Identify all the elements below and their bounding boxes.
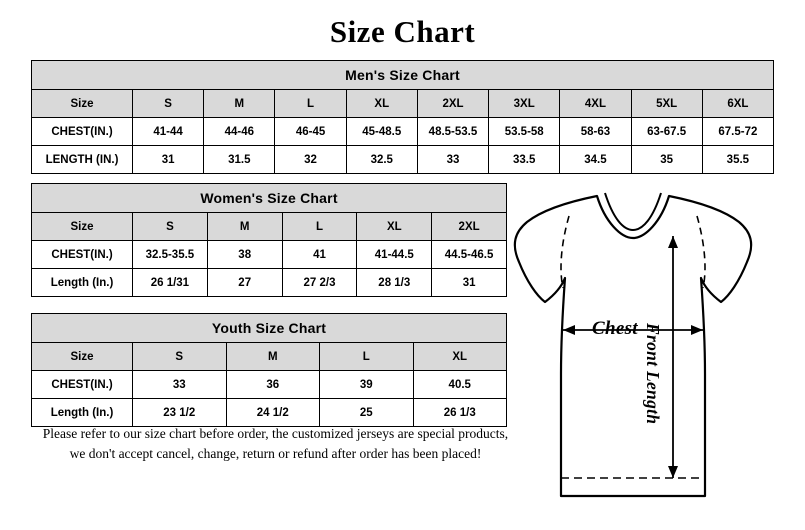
table-cell: 35.5 bbox=[702, 146, 773, 174]
row-header-label: Size bbox=[32, 343, 133, 371]
row-label: CHEST(IN.) bbox=[32, 371, 133, 399]
size-chart-page bbox=[0, 14, 805, 530]
column-header: S bbox=[133, 90, 204, 118]
table-header-row bbox=[32, 213, 507, 241]
table-cell: 25 bbox=[320, 399, 414, 427]
column-header: M bbox=[204, 90, 275, 118]
row-label: Length (In.) bbox=[32, 269, 133, 297]
table-cell: 27 2/3 bbox=[282, 269, 357, 297]
table-cell: 28 1/3 bbox=[357, 269, 432, 297]
table-cell: 32 bbox=[275, 146, 346, 174]
table-cell: 41-44.5 bbox=[357, 241, 432, 269]
table-cell: 58-63 bbox=[560, 118, 631, 146]
table-row bbox=[32, 118, 774, 146]
table-cell: 36 bbox=[226, 371, 320, 399]
table-cell: 34.5 bbox=[560, 146, 631, 174]
table-cell: 32.5-35.5 bbox=[133, 241, 208, 269]
column-header: XL bbox=[413, 343, 507, 371]
table-row bbox=[32, 371, 507, 399]
column-header: L bbox=[282, 213, 357, 241]
column-header: M bbox=[207, 213, 282, 241]
table-cell: 23 1/2 bbox=[133, 399, 227, 427]
table-caption-row bbox=[32, 61, 774, 90]
table-header-row bbox=[32, 343, 507, 371]
table-caption-row bbox=[32, 314, 507, 343]
column-header: L bbox=[320, 343, 414, 371]
disclaimer-line-1: Please refer to our size chart before order, the customized jerseys are special products, bbox=[42, 426, 509, 441]
table-cell: 63-67.5 bbox=[631, 118, 702, 146]
table-cell: 46-45 bbox=[275, 118, 346, 146]
page-title: Size Chart bbox=[329, 14, 476, 49]
table-cell: 39 bbox=[320, 371, 414, 399]
mens-table-caption: Men's Size Chart bbox=[32, 61, 774, 90]
table-cell: 26 1/31 bbox=[133, 269, 208, 297]
column-header: 3XL bbox=[489, 90, 560, 118]
table-row bbox=[32, 399, 507, 427]
table-cell: 35 bbox=[631, 146, 702, 174]
youth-size-chart-table bbox=[31, 313, 507, 427]
row-label: CHEST(IN.) bbox=[32, 118, 133, 146]
table-cell: 33.5 bbox=[489, 146, 560, 174]
row-header-label: Size bbox=[32, 213, 133, 241]
table-cell: 44-46 bbox=[204, 118, 275, 146]
mens-size-chart-table bbox=[31, 60, 774, 174]
front-length-measurement-label: Front Length bbox=[643, 323, 663, 425]
column-header: 4XL bbox=[560, 90, 631, 118]
column-header: 6XL bbox=[702, 90, 773, 118]
row-label: Length (In.) bbox=[32, 399, 133, 427]
column-header: 5XL bbox=[631, 90, 702, 118]
table-cell: 32.5 bbox=[346, 146, 417, 174]
table-cell: 31.5 bbox=[204, 146, 275, 174]
table-cell: 33 bbox=[133, 371, 227, 399]
column-header: XL bbox=[346, 90, 417, 118]
chart-body bbox=[0, 60, 805, 530]
column-header: 2XL bbox=[432, 213, 507, 241]
column-header: S bbox=[133, 343, 227, 371]
table-cell: 31 bbox=[133, 146, 204, 174]
table-cell: 44.5-46.5 bbox=[432, 241, 507, 269]
disclaimer-note bbox=[28, 424, 523, 463]
disclaimer-line-2: we don't accept cancel, change, return or refund after order has been placed! bbox=[69, 445, 482, 461]
column-header: 2XL bbox=[417, 90, 488, 118]
table-cell: 40.5 bbox=[413, 371, 507, 399]
table-cell: 41-44 bbox=[133, 118, 204, 146]
womens-table-caption: Women's Size Chart bbox=[32, 184, 507, 213]
column-header: S bbox=[133, 213, 208, 241]
table-row bbox=[32, 269, 507, 297]
table-cell: 48.5-53.5 bbox=[417, 118, 488, 146]
table-cell: 33 bbox=[417, 146, 488, 174]
table-cell: 45-48.5 bbox=[346, 118, 417, 146]
shirt-outline bbox=[515, 196, 751, 496]
table-header-row bbox=[32, 90, 774, 118]
table-caption-row bbox=[32, 184, 507, 213]
table-cell: 24 1/2 bbox=[226, 399, 320, 427]
womens-size-chart-table bbox=[31, 183, 507, 297]
table-cell: 38 bbox=[207, 241, 282, 269]
table-cell: 27 bbox=[207, 269, 282, 297]
youth-table-caption: Youth Size Chart bbox=[32, 314, 507, 343]
column-header: M bbox=[226, 343, 320, 371]
table-cell: 53.5-58 bbox=[489, 118, 560, 146]
table-cell: 67.5-72 bbox=[702, 118, 773, 146]
table-row bbox=[32, 146, 774, 174]
row-label: CHEST(IN.) bbox=[32, 241, 133, 269]
chest-measurement-label: Chest bbox=[592, 318, 638, 339]
table-row bbox=[32, 241, 507, 269]
column-header: L bbox=[275, 90, 346, 118]
collar-line bbox=[605, 193, 661, 230]
column-header: XL bbox=[357, 213, 432, 241]
row-header-label: Size bbox=[32, 90, 133, 118]
table-cell: 31 bbox=[432, 269, 507, 297]
table-cell: 26 1/3 bbox=[413, 399, 507, 427]
table-cell: 41 bbox=[282, 241, 357, 269]
row-label: LENGTH (IN.) bbox=[32, 146, 133, 174]
